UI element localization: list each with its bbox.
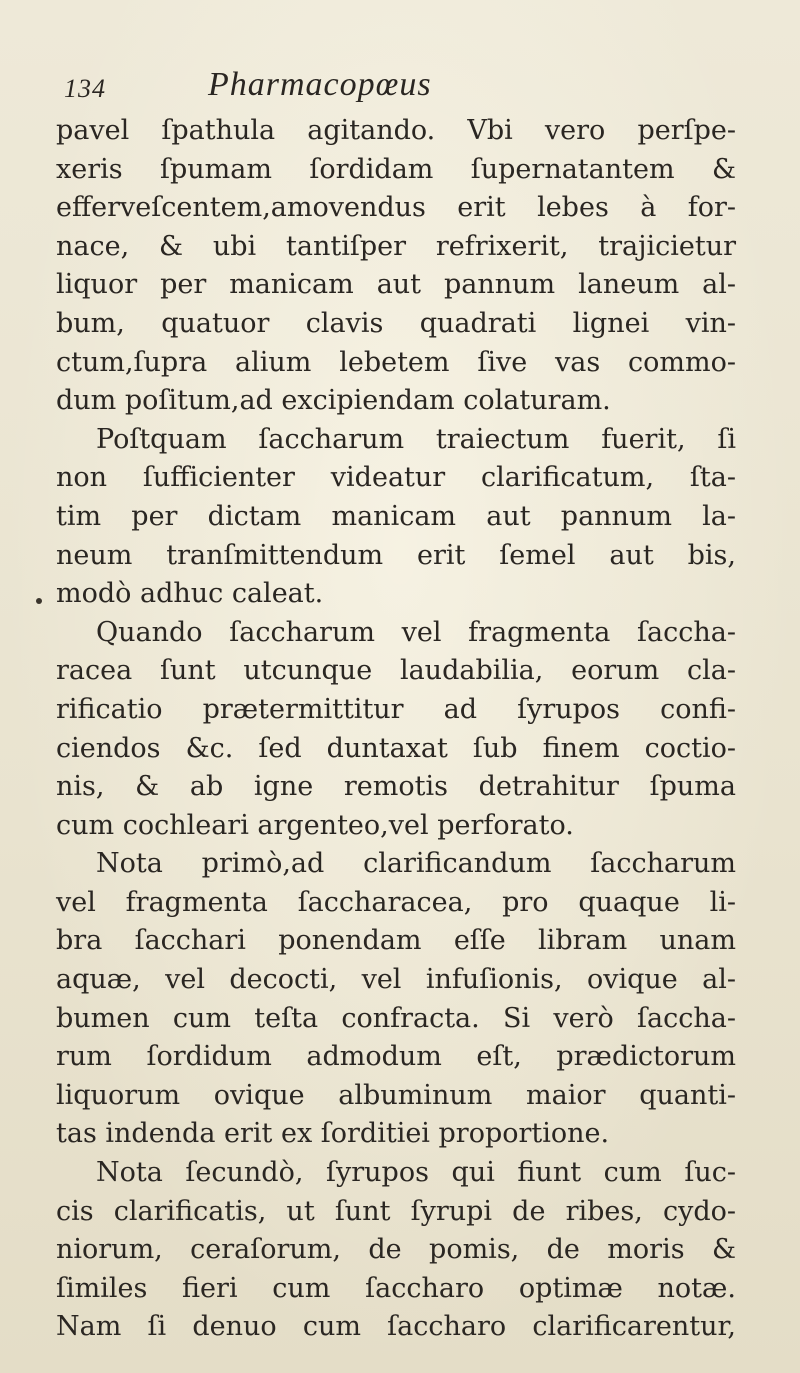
- text-line: liquor per manicam aut pannum laneum al-: [56, 269, 736, 301]
- text-line: liquorum ovique albuminum maior quanti-: [56, 1079, 736, 1111]
- text-line: ctum,ſupra alium lebetem ſive vas commo-: [56, 346, 736, 378]
- text-line: cis clarificatis, ut ſunt ſyrupi de ribes, cydo-: [56, 1195, 736, 1227]
- body-text: [56, 112, 736, 1347]
- text-line: vel fragmenta ſaccharacea, pro quaque li-: [56, 886, 736, 918]
- paragraph-start-line: Nota primò,ad clarificandum ſaccharum: [96, 848, 736, 880]
- text-line: xeris ſpumam ſordidam ſupernatantem &: [56, 153, 736, 185]
- text-line: racea ſunt utcunque laudabilia, eorum cla-: [56, 655, 736, 687]
- text-line: neum tranſmittendum erit ſemel aut bis,: [56, 539, 736, 571]
- text-line: aquæ, vel decocti, vel infuſionis, ovique al-: [56, 964, 736, 996]
- text-line: non ſufficienter videatur clarificatum, ſta-: [56, 462, 736, 494]
- paragraph-start-line: Quando ſaccharum vel fragmenta ſaccha-: [96, 616, 736, 648]
- text-line: bra ſacchari ponendam eſſe libram unam: [56, 925, 736, 957]
- text-line: rificatio prætermittitur ad ſyrupos confi-: [56, 693, 736, 725]
- paragraph-start-line: Nota ſecundò, ſyrupos qui fiunt cum ſuc-: [96, 1157, 736, 1189]
- page-number: 134: [64, 74, 106, 103]
- text-line: efferveſcentem,amovendus erit lebes à for-: [56, 192, 736, 224]
- text-line: rum ſordidum admodum eſt, prædictorum: [56, 1041, 736, 1073]
- text-line: ſimiles fieri cum ſaccharo optimæ notæ.: [56, 1272, 736, 1304]
- text-line: tim per dictam manicam aut pannum la-: [56, 500, 736, 532]
- text-line: nace, & ubi tantiſper refrixerit, trajicietur: [56, 230, 736, 262]
- text-line: niorum, ceraſorum, de pomis, de moris &: [56, 1234, 736, 1266]
- paragraph-start-line: Poſtquam ſaccharum traiectum fuerit, ſi: [96, 423, 736, 455]
- running-head: Pharmacopœus: [208, 66, 432, 103]
- text-line: bumen cum teſta confracta. Si verò ſaccha-: [56, 1002, 736, 1034]
- text-line: dum poſitum,ad excipiendam colaturam.: [56, 385, 611, 417]
- text-line: cum cochleari argenteo,vel perforato.: [56, 809, 574, 841]
- text-line: nis, & ab igne remotis detrahitur ſpuma: [56, 771, 736, 803]
- text-line: ciendos &c. ſed duntaxat ſub finem coctio-: [56, 732, 736, 764]
- text-line: tas indenda erit ex ſorditiei proportione.: [56, 1118, 610, 1150]
- text-line: bum, quatuor clavis quadrati lignei vin-: [56, 307, 736, 339]
- text-line: pavel ſpathula agitando. Vbi vero perſpe-: [56, 115, 736, 146]
- page-header: [64, 62, 724, 112]
- text-line: modò adhuc caleat.: [56, 578, 324, 610]
- text-line: Nam ſi denuo cum ſaccharo clarificarentur,: [56, 1311, 736, 1343]
- margin-dot: [36, 598, 42, 604]
